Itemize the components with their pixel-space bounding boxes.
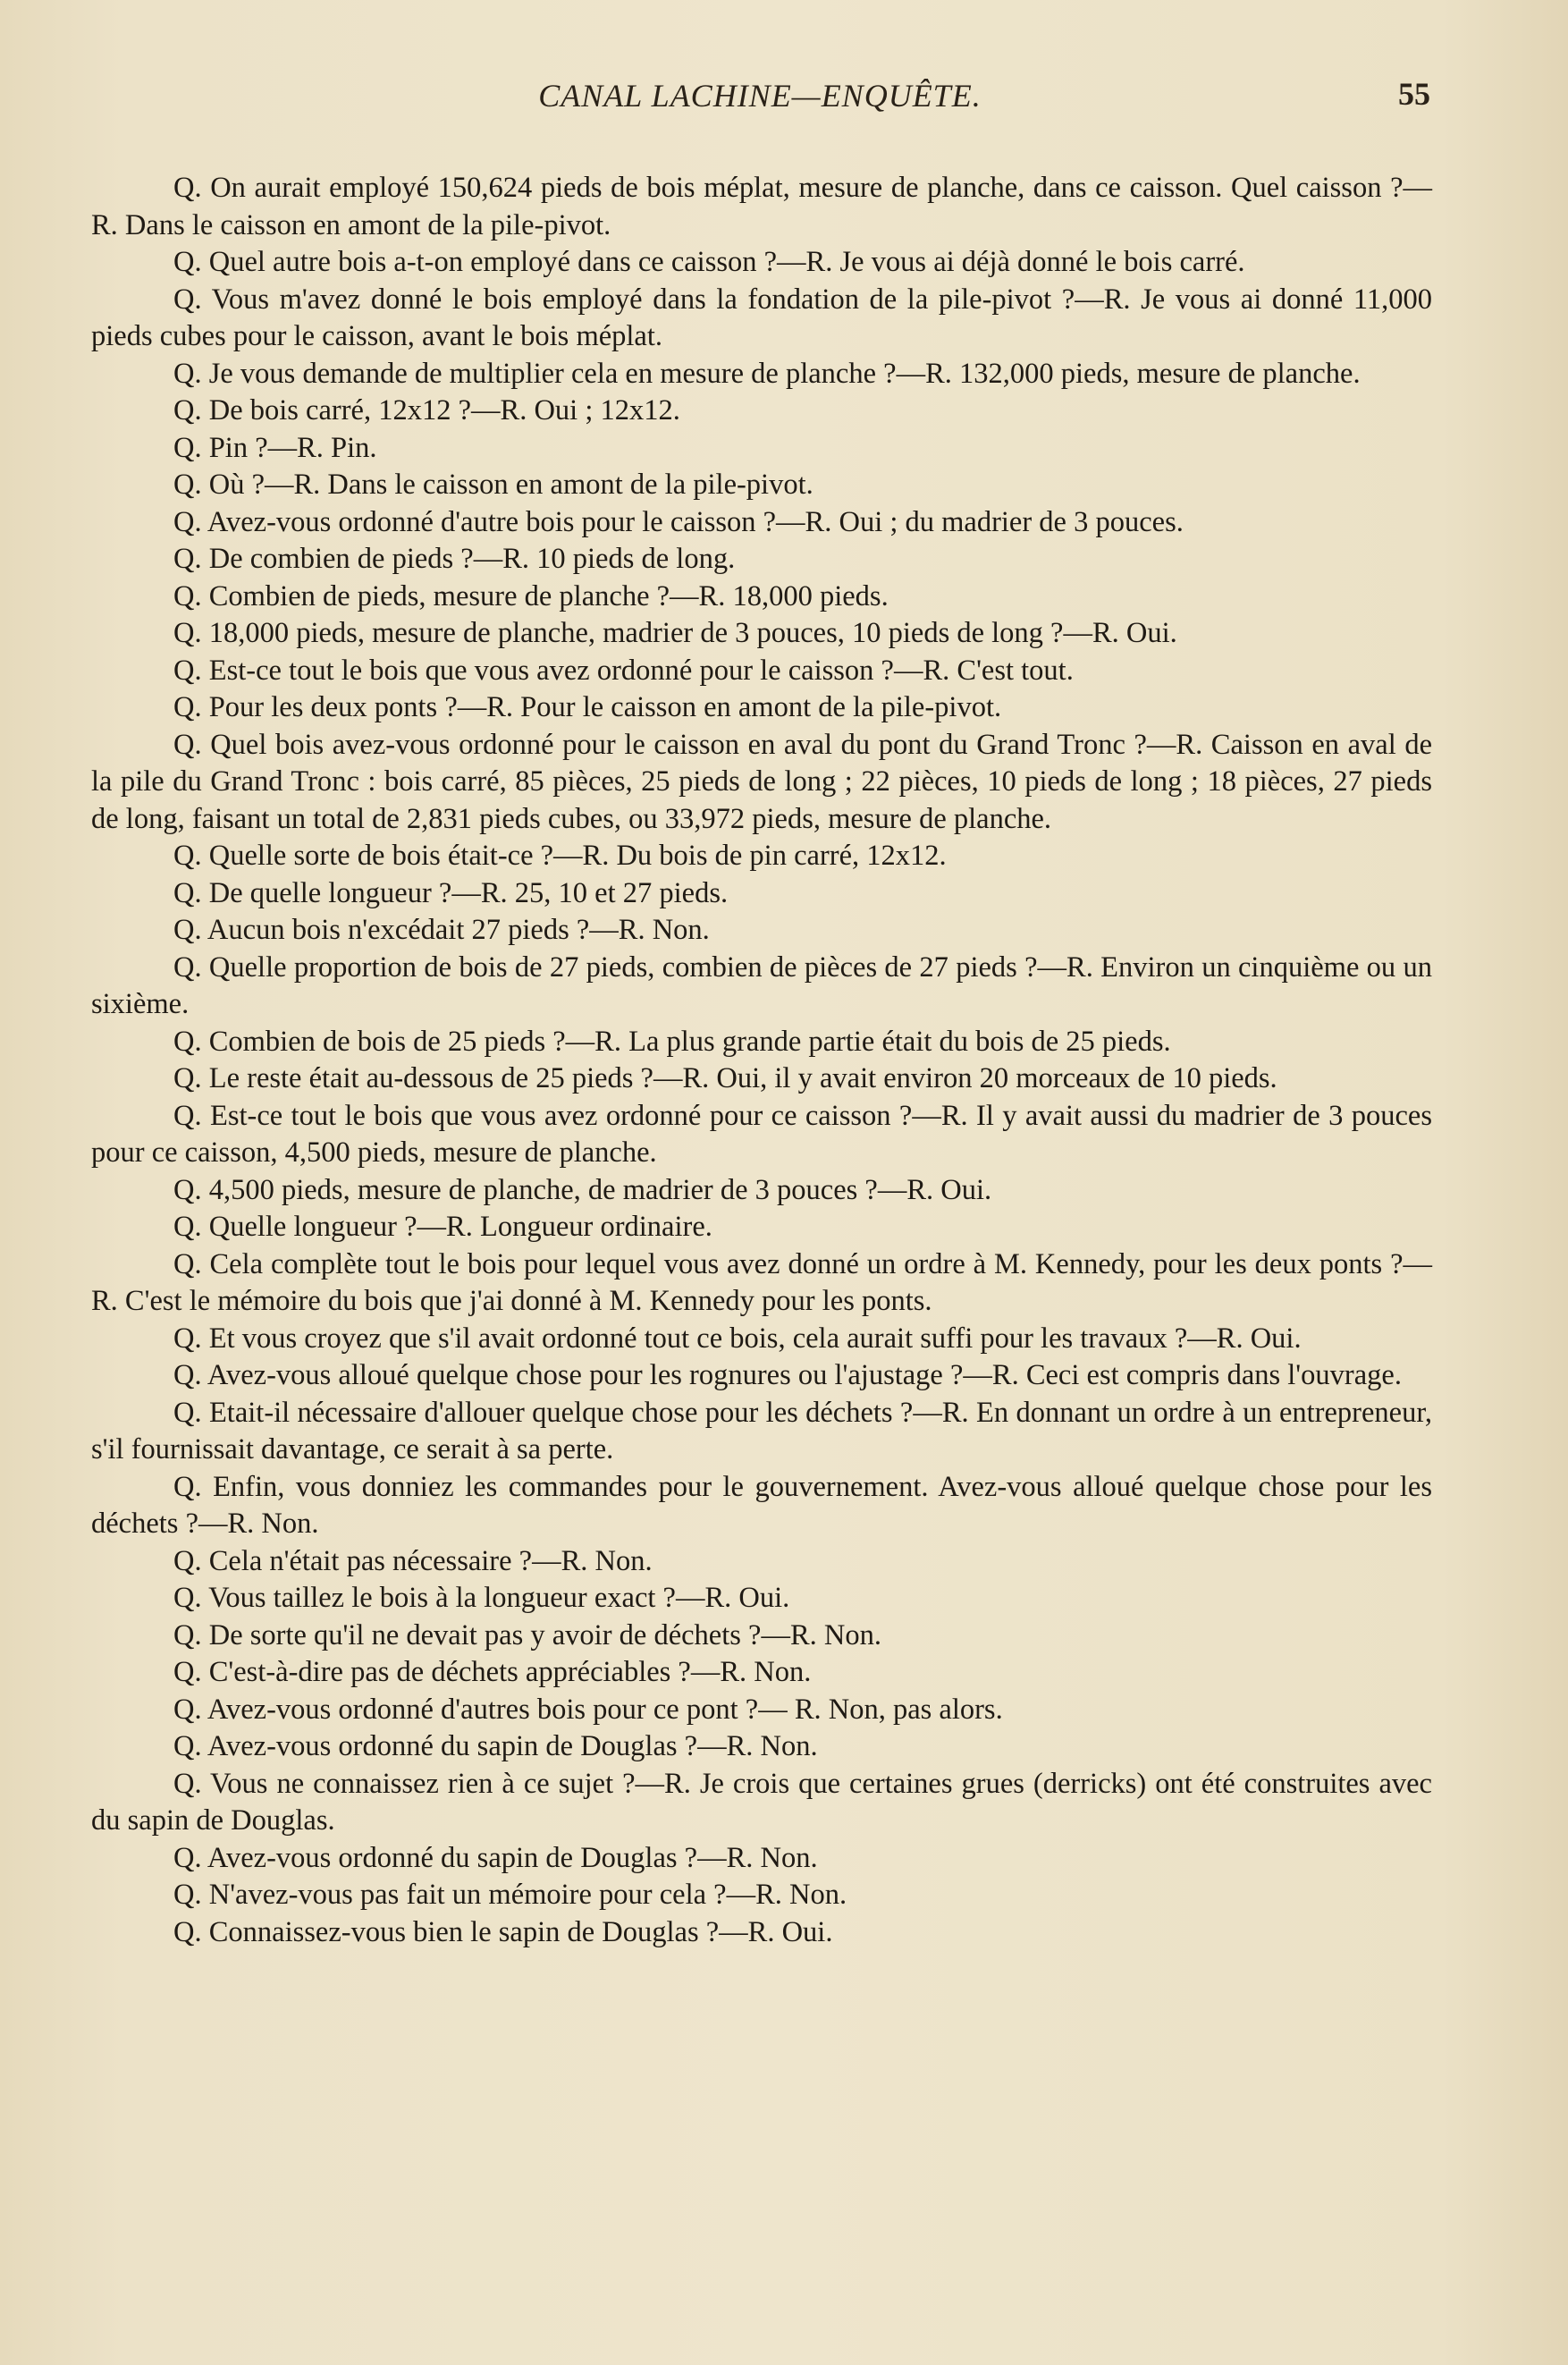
testimony-paragraph: Q. 18,000 pieds, mesure de planche, madrier de 3 pouces, 10 pieds de long ?—R. Oui.	[173, 617, 1177, 649]
testimony-paragraph: Q. De bois carré, 12x12 ?—R. Oui ; 12x12.	[173, 394, 680, 427]
testimony-paragraph: Q. Etait-il nécessaire d'allouer quelque chose pour les déchets ?—R. En donnant un ordre à un entrepreneur, s'il fournissait davantage, ce serait à sa perte.	[91, 1396, 1432, 1465]
testimony-paragraph: Q. De quelle longueur ?—R. 25, 10 et 27 pieds.	[173, 876, 729, 909]
testimony-paragraph: Q. Est-ce tout le bois que vous avez ordonné pour le caisson ?—R. C'est tout.	[173, 654, 1074, 687]
testimony-paragraph: Q. Vous ne connaissez rien à ce sujet ?—R. Je crois que certaines grues (derricks) ont été construites avec du sapin de Douglas.	[91, 1767, 1432, 1837]
testimony-paragraph: Q. Pin ?—R. Pin.	[173, 431, 377, 464]
testimony-paragraph: Q. Avez-vous alloué quelque chose pour les rognures ou l'ajustage ?—R. Ceci est compris dans l'ouvrage.	[173, 1359, 1402, 1391]
testimony-text	[91, 170, 1432, 1951]
testimony-paragraph: Q. C'est-à-dire pas de déchets appréciables ?—R. Non.	[173, 1656, 812, 1688]
testimony-paragraph: Q. Aucun bois n'excédait 27 pieds ?—R. Non.	[173, 914, 710, 946]
page-header	[89, 70, 1430, 123]
testimony-paragraph: Q. Le reste était au-dessous de 25 pieds ?—R. Oui, il y avait environ 20 morceaux de 10 pieds.	[173, 1062, 1277, 1094]
running-title: CANAL LACHINE—ENQUÊTE.	[538, 78, 982, 114]
page-number: 55	[1398, 76, 1430, 112]
testimony-paragraph: Q. Quelle sorte de bois était-ce ?—R. Du bois de pin carré, 12x12.	[173, 840, 947, 872]
testimony-paragraph: Q. Avez-vous ordonné d'autres bois pour ce pont ?— R. Non, pas alors.	[173, 1693, 1003, 1726]
testimony-paragraph: Q. Cela n'était pas nécessaire ?—R. Non.	[173, 1544, 653, 1577]
testimony-paragraph: Q. Pour les deux ponts ?—R. Pour le caisson en amont de la pile-pivot.	[173, 691, 1002, 723]
testimony-paragraph: Q. Vous m'avez donné le bois employé dans la fondation de la pile-pivot ?—R. Je vous ai donné 11,000 pieds cubes pour le caisson, avant le bois méplat.	[91, 283, 1432, 352]
testimony-paragraph: Q. Combien de bois de 25 pieds ?—R. La plus grande partie était du bois de 25 pieds.	[173, 1025, 1171, 1058]
testimony-paragraph: Q. Quel bois avez-vous ordonné pour le caisson en aval du pont du Grand Tronc ?—R. Caisson en aval de la pile du Grand Tronc : bois carré, 85 pièces, 25 pieds de long ; 22 pièces, 10 pieds de long ; 18 pièces, 27 pieds de long, faisant un total de 2,831 pieds cubes, ou 33,972 pieds, mesure de planche.	[91, 728, 1432, 835]
testimony-paragraph: Q. Cela complète tout le bois pour lequel vous avez donné un ordre à M. Kennedy, pour les deux ponts ?—R. C'est le mémoire du bois que j'ai donné à M. Kennedy pour les ponts.	[91, 1247, 1432, 1317]
testimony-paragraph: Q. Quel autre bois a-t-on employé dans ce caisson ?—R. Je vous ai déjà donné le bois carré.	[173, 246, 1245, 278]
testimony-paragraph: Q. Avez-vous ordonné d'autre bois pour le caisson ?—R. Oui ; du madrier de 3 pouces.	[173, 505, 1184, 538]
testimony-paragraph: Q. Connaissez-vous bien le sapin de Douglas ?—R. Oui.	[173, 1915, 833, 1948]
testimony-paragraph: Q. On aurait employé 150,624 pieds de bois méplat, mesure de planche, dans ce caisson. Quel caisson ?—R. Dans le caisson en amont de la pile-pivot.	[91, 172, 1432, 241]
testimony-paragraph: Q. Quelle longueur ?—R. Longueur ordinaire.	[173, 1211, 712, 1243]
testimony-paragraph: Q. Avez-vous ordonné du sapin de Douglas ?—R. Non.	[173, 1730, 818, 1762]
testimony-paragraph: Q. Je vous demande de multiplier cela en mesure de planche ?—R. 132,000 pieds, mesure de planche.	[173, 357, 1361, 390]
testimony-paragraph: Q. N'avez-vous pas fait un mémoire pour cela ?—R. Non.	[173, 1879, 847, 1911]
testimony-paragraph: Q. De sorte qu'il ne devait pas y avoir de déchets ?—R. Non.	[173, 1618, 881, 1651]
testimony-paragraph: Q. 4,500 pieds, mesure de planche, de madrier de 3 pouces ?—R. Oui.	[173, 1173, 992, 1206]
testimony-paragraph: Q. Avez-vous ordonné du sapin de Douglas ?—R. Non.	[173, 1841, 818, 1874]
testimony-paragraph: Q. Où ?—R. Dans le caisson en amont de la pile-pivot.	[173, 469, 814, 501]
testimony-paragraph: Q. Quelle proportion de bois de 27 pieds, combien de pièces de 27 pieds ?—R. Environ un cinquième ou un sixième.	[91, 950, 1432, 1020]
testimony-paragraph: Q. Enfin, vous donniez les commandes pour le gouvernement. Avez-vous alloué quelque chose pour les déchets ?—R. Non.	[91, 1470, 1432, 1540]
testimony-paragraph: Q. Vous taillez le bois à la longueur exact ?—R. Oui.	[173, 1582, 790, 1614]
testimony-paragraph: Q. Et vous croyez que s'il avait ordonné tout ce bois, cela aurait suffi pour les travaux ?—R. Oui.	[173, 1322, 1302, 1355]
testimony-paragraph: Q. Combien de pieds, mesure de planche ?—R. 18,000 pieds.	[173, 579, 889, 612]
testimony-paragraph: Q. De combien de pieds ?—R. 10 pieds de long.	[173, 543, 736, 575]
testimony-paragraph: Q. Est-ce tout le bois que vous avez ordonné pour ce caisson ?—R. Il y avait aussi du madrier de 3 pouces pour ce caisson, 4,500 pieds, mesure de planche.	[91, 1099, 1432, 1169]
